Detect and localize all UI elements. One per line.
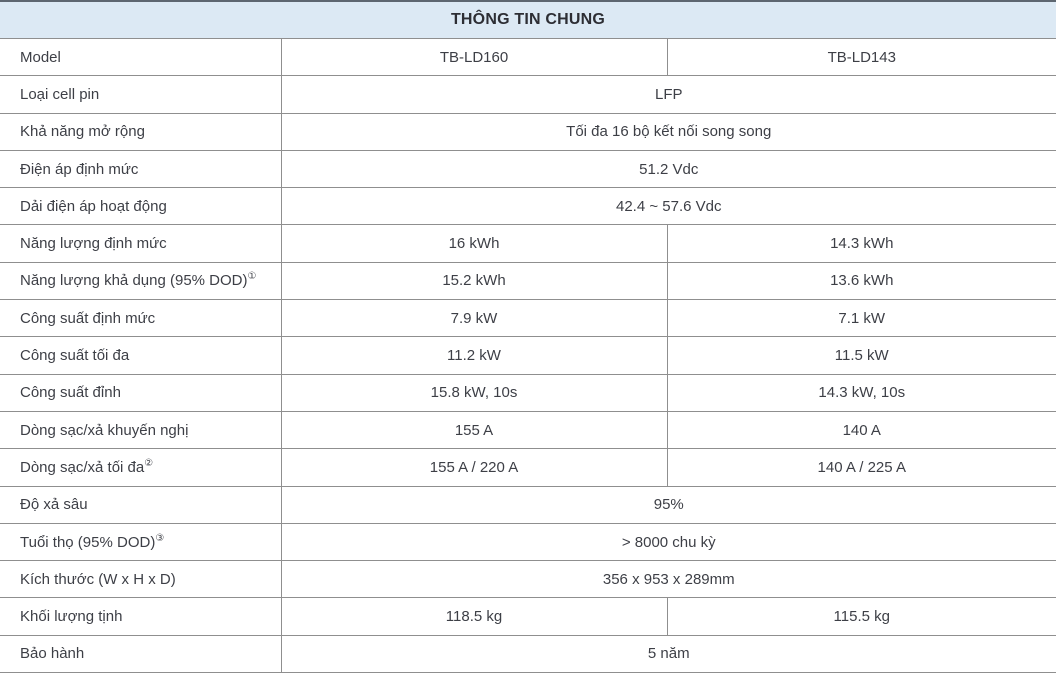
cell-lifespan: > 8000 chu kỳ [281,523,1056,560]
row-label-net-weight: Khối lượng tịnh [0,598,281,635]
table-row-peak-power [0,374,1056,411]
cell-rated-energy-ld160: 16 kWh [281,225,667,262]
table-row-net-weight [0,598,1056,635]
row-label-rated-power: Công suất định mức [0,300,281,337]
row-label-dimensions: Kích thước (W x H x D) [0,561,281,598]
cell-nominal-voltage: 51.2 Vdc [281,150,1056,187]
cell-model-ld160: TB-LD160 [281,39,667,76]
cell-usable-energy-ld143: 13.6 kWh [667,262,1056,299]
table-row-recommended-current [0,411,1056,448]
cell-recommended-current-ld143: 140 A [667,411,1056,448]
cell-expandability: Tối đa 16 bộ kết nối song song [281,113,1056,150]
table-row-voltage-range [0,188,1056,225]
row-label-rated-energy: Năng lượng định mức [0,225,281,262]
cell-peak-power-ld160: 15.8 kW, 10s [281,374,667,411]
cell-warranty: 5 năm [281,635,1056,672]
cell-rated-power-ld143: 7.1 kW [667,300,1056,337]
cell-max-power-ld160: 11.2 kW [281,337,667,374]
row-label-recommended-current: Dòng sạc/xả khuyến nghị [0,411,281,448]
row-label-warranty: Bảo hành [0,635,281,672]
footnote-marker-3: ③ [155,532,165,544]
table-row-nominal-voltage [0,150,1056,187]
cell-max-current-ld143: 140 A / 225 A [667,449,1056,486]
cell-usable-energy-ld160: 15.2 kWh [281,262,667,299]
row-label-max-power: Công suất tối đa [0,337,281,374]
cell-dimensions: 356 x 953 x 289mm [281,561,1056,598]
lifespan-label-text: Tuổi thọ (95% DOD) [20,533,156,551]
cell-max-power-ld143: 11.5 kW [667,337,1056,374]
row-label-expandability: Khả năng mở rộng [0,113,281,150]
cell-net-weight-ld160: 118.5 kg [281,598,667,635]
table-row-expandability [0,113,1056,150]
cell-rated-energy-ld143: 14.3 kWh [667,225,1056,262]
row-label-depth-of-discharge: Độ xả sâu [0,486,281,523]
row-label-peak-power: Công suất đỉnh [0,374,281,411]
max-current-label-text: Dòng sạc/xả tối đa [20,458,145,476]
cell-rated-power-ld160: 7.9 kW [281,300,667,337]
table-header-row [0,1,1056,39]
row-label-lifespan [0,523,281,560]
table-row-usable-energy [0,262,1056,299]
table-row-max-current [0,449,1056,486]
row-label-voltage-range: Dải điện áp hoạt động [0,188,281,225]
table-row-dimensions [0,561,1056,598]
cell-depth-of-discharge: 95% [281,486,1056,523]
row-label-nominal-voltage: Điện áp định mức [0,150,281,187]
row-label-usable-energy [0,262,281,299]
row-label-cell-type: Loại cell pin [0,76,281,113]
cell-model-ld143: TB-LD143 [667,39,1056,76]
table-row-depth-of-discharge [0,486,1056,523]
cell-recommended-current-ld160: 155 A [281,411,667,448]
table-title: THÔNG TIN CHUNG [0,1,1056,39]
cell-peak-power-ld143: 14.3 kW, 10s [667,374,1056,411]
table-row-lifespan [0,523,1056,560]
table-row-max-power [0,337,1056,374]
cell-max-current-ld160: 155 A / 220 A [281,449,667,486]
table-row-model [0,39,1056,76]
footnote-marker-2: ② [144,457,154,469]
cell-voltage-range: 42.4 ~ 57.6 Vdc [281,188,1056,225]
row-label-max-current [0,449,281,486]
table-row-rated-power [0,300,1056,337]
table-row-cell-type [0,76,1056,113]
table-row-rated-energy [0,225,1056,262]
footnote-marker-1: ① [247,271,257,283]
cell-net-weight-ld143: 115.5 kg [667,598,1056,635]
cell-cell-type: LFP [281,76,1056,113]
row-label-model: Model [0,39,281,76]
usable-energy-label-text: Năng lượng khả dụng (95% DOD) [20,272,248,290]
table-row-warranty [0,635,1056,672]
